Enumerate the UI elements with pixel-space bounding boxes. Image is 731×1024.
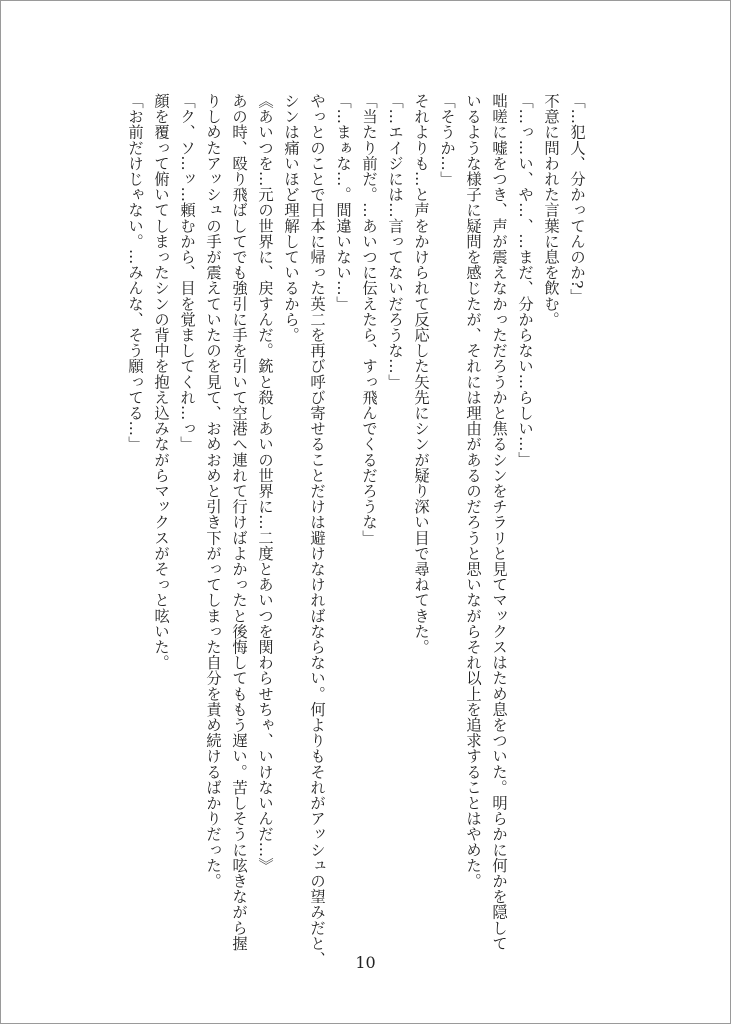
text-line: 《あいつを…元の世界に、戻すんだ。銃と殺しあいの世界に…二度とあいつを関わらせちゃ、いけないんだ…》 [256,93,274,873]
text-line: 不意に問われた言葉に息を飲む。 [542,93,560,327]
text-line: あの時、殴り飛ばしてでも強引に手を引いて空港へ連れて行けばよかったと後悔してももう遅い。苦しそうに呟きながら握 [230,93,248,951]
text-line: やっとのことで日本に帰った英二を再び呼び寄せることだけは避けなければならない。何よりもそれがアッシュの望みだと、 [308,93,326,967]
text-line: 咄嗟に嘘をつき、声が震えなかっただろうかと焦るシンをチラリと見てマックスはため息をついた。明らかに何かを隠して [490,93,508,951]
text-line: 「…犯人、分かってんのか?」 [568,93,586,305]
text-line: 「…まぁな…。間違いない…」 [334,93,352,312]
text-line: 「お前だけじゃない。…みんな、そう願ってる…」 [126,93,144,452]
text-line: それよりも…と声をかけられて反応した矢先にシンが疑り深い目で尋ねてきた。 [412,93,430,655]
text-line: シンは痛いほど理解しているから。 [282,93,300,343]
text-line: 「当たり前だ。…あいつに伝えたら、すっ飛んでくるだろうな」 [360,93,378,546]
page-number: 10 [355,953,376,972]
text-line: 「ク、ソ…ッ…頼むから、目を覚ましてくれ…っ」 [178,93,196,452]
text-line: 「…エイジには…言ってないだろうな…」 [386,93,404,390]
text-line: 「そうか…」 [438,93,456,187]
text-line: いるような様子に疑問を感じたが、それには理由があるのだろうと思いながらそれ以上を追求することはやめた。 [464,93,482,889]
text-line: 顔を覆って俯いてしまったシンの背中を抱え込みながらマックスがそっと呟いた。 [152,93,170,671]
text-line: 「…っ…い、や…、…まだ、分からない…らしい…」 [516,93,534,468]
text-line: りしめたアッシュの手が震えていたのを見て、おめおめと引き下がってしまった自分を責め続けるばかりだった。 [204,93,222,889]
